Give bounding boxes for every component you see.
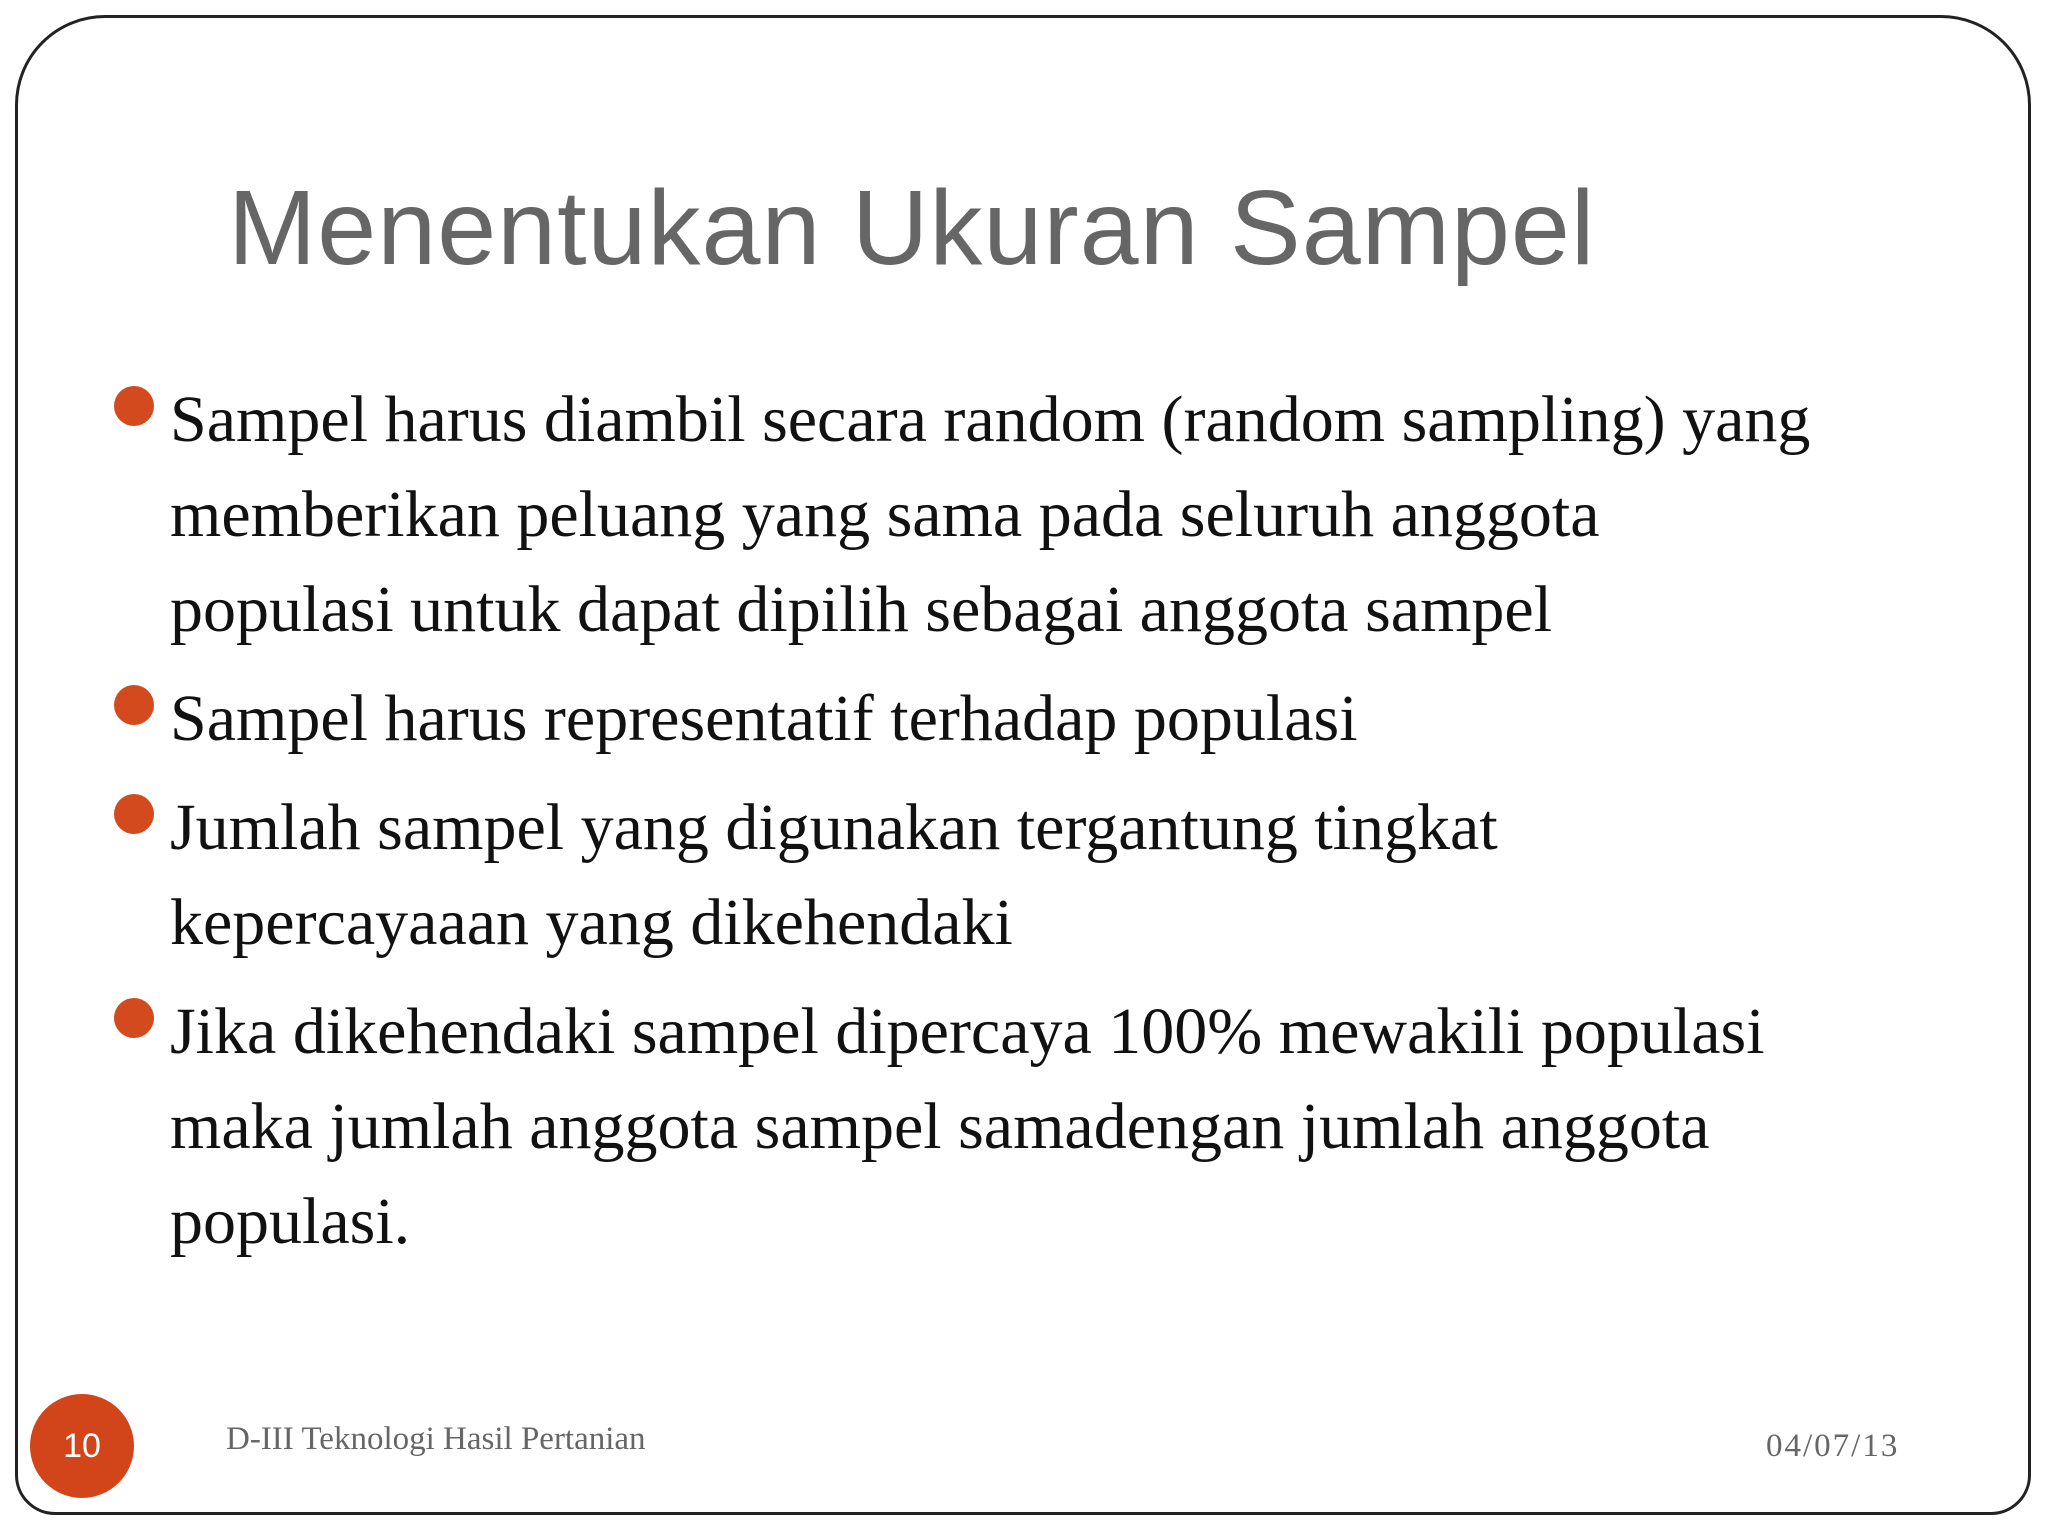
bullet-dot-icon <box>114 685 154 725</box>
bullet-item <box>110 780 1950 970</box>
bullet-text: Jumlah sampel yang digunakan tergantung tingkat kepercayaaan yang dikehendaki <box>170 791 1498 959</box>
bullet-dot-icon <box>114 794 154 834</box>
bullet-dot-icon <box>114 998 154 1038</box>
bullet-text: Sampel harus representatif terhadap populasi <box>170 682 1358 755</box>
bullet-item <box>110 984 1950 1269</box>
bullet-item <box>110 372 1950 657</box>
page-number-badge <box>30 1394 134 1498</box>
bullet-text: Jika dikehendaki sampel dipercaya 100% mewakili populasi maka jumlah anggota sampel samadengan jumlah anggota populasi. <box>170 995 1765 1258</box>
footer-date: 04/07/13 <box>1766 1428 1900 1464</box>
bullet-item <box>110 671 1950 766</box>
bullet-dot-icon <box>114 386 154 426</box>
slide-title: Menentukan Ukuran Sampel <box>228 169 1596 287</box>
page-number: 10 <box>63 1426 101 1465</box>
footer-program: D-III Teknologi Hasil Pertanian <box>226 1421 646 1457</box>
bullet-list <box>110 372 1950 1283</box>
bullet-text: Sampel harus diambil secara random (random sampling) yang memberikan peluang yang sama pada seluruh anggota populasi untuk dapat dipilih sebagai anggota sampel <box>170 383 1811 646</box>
